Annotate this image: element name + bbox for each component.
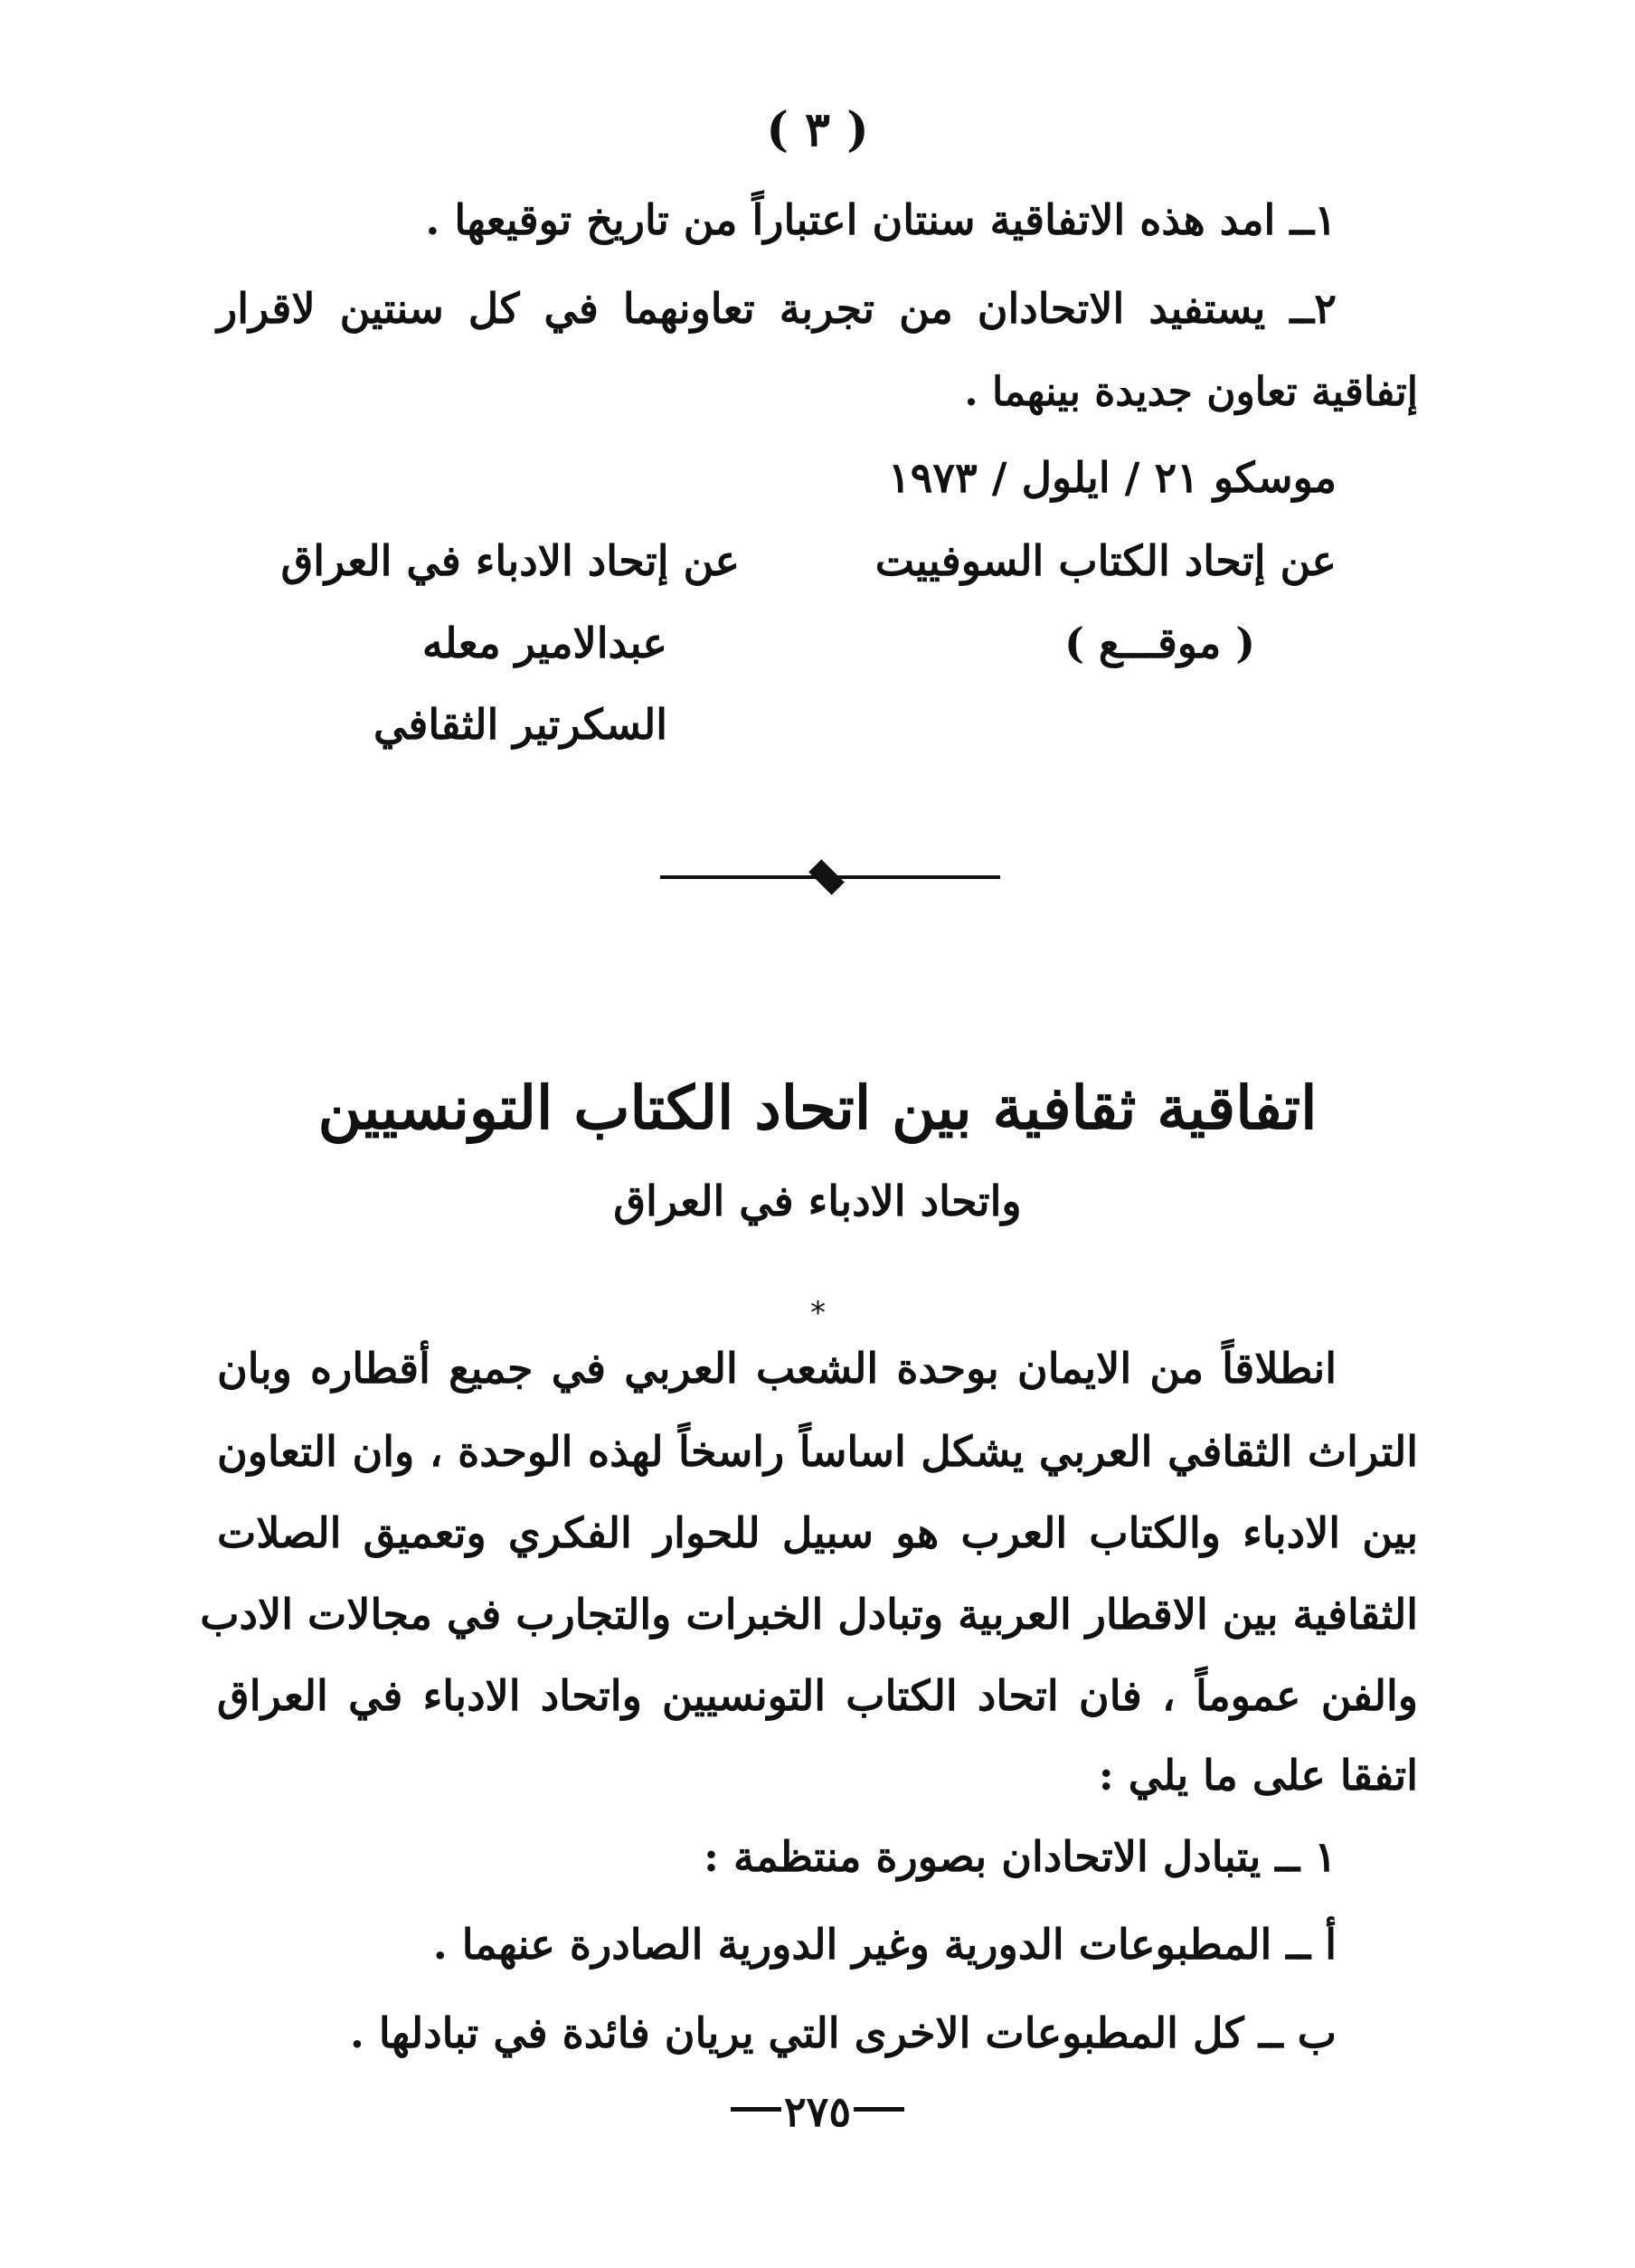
- page-number: ٢٧٥: [783, 2087, 852, 2136]
- agreement-item-1: ١ ــ يتبادل الاتحادان بصورة منتظمة :: [704, 1832, 1337, 1881]
- agreement-title: اتفاقية ثقافية بين اتحاد الكتاب التونسيين: [317, 1073, 1318, 1143]
- agreement-item-b: ب ــ كل المطبوعات الاخرى التي يريان فائدة في تبادلها .: [349, 2008, 1337, 2057]
- paragraph-line-3: بين الادباء والكتاب العرب هو سبيل للحوار الفكري وتعميق الصلات: [217, 1508, 1418, 1557]
- paragraph-line-1: انطلاقاً من الايمان بوحدة الشعب العربي في جميع أقطاره وبان: [217, 1344, 1337, 1393]
- agreement-subtitle: واتحاد الادباء في العراق: [613, 1177, 1022, 1225]
- agreement-item-a: أ ــ المطبوعات الدورية وغير الدورية الصادرة عنهما .: [432, 1920, 1337, 1969]
- signatory-name: عبدالامير معله: [421, 619, 667, 667]
- ornament-star-icon: *: [810, 1295, 826, 1331]
- clause-2-continuation: إتفاقية تعاون جديدة بينهما .: [964, 369, 1418, 415]
- clause-1: ١ــ امد هذه الاتفاقية سنتان اعتباراً من تاريخ توقيعها .: [425, 195, 1337, 244]
- signing-place-date: موسكو ٢١ / ايلول / ١٩٧٣: [887, 453, 1337, 502]
- paragraph-line-5: والفن عموماً ، فان اتحاد الكتاب التونسيين واتحاد الادباء في العراق: [217, 1671, 1418, 1720]
- paragraph-line-6: اتفقا على ما يلي :: [1098, 1751, 1418, 1800]
- party-iraqi-writers: عن إتحاد الادباء في العراق: [280, 536, 740, 585]
- party-soviet-writers: عن إتحاد الكتاب السوفييت: [874, 536, 1337, 585]
- page-number-dash-right: [854, 2107, 904, 2112]
- paragraph-line-2: التراث الثقافي العربي يشكل اساساً راسخاً لهذه الوحدة ، وان التعاون: [217, 1427, 1418, 1476]
- clause-2: ٢ــ يستفيد الاتحادان من تجربة تعاونهما في كل سنتين لاقرار: [217, 284, 1337, 333]
- paragraph-line-4: الثقافية بين الاقطار العربية وتبادل الخبرات والتجارب في مجالات الادب: [200, 1590, 1418, 1639]
- divider-diamond-icon: [808, 859, 845, 895]
- signatory-title: السكرتير الثقافي: [373, 700, 667, 749]
- section-number: ( ٣ ): [766, 102, 869, 157]
- signed-marker: ( موقـــع ): [1064, 619, 1255, 667]
